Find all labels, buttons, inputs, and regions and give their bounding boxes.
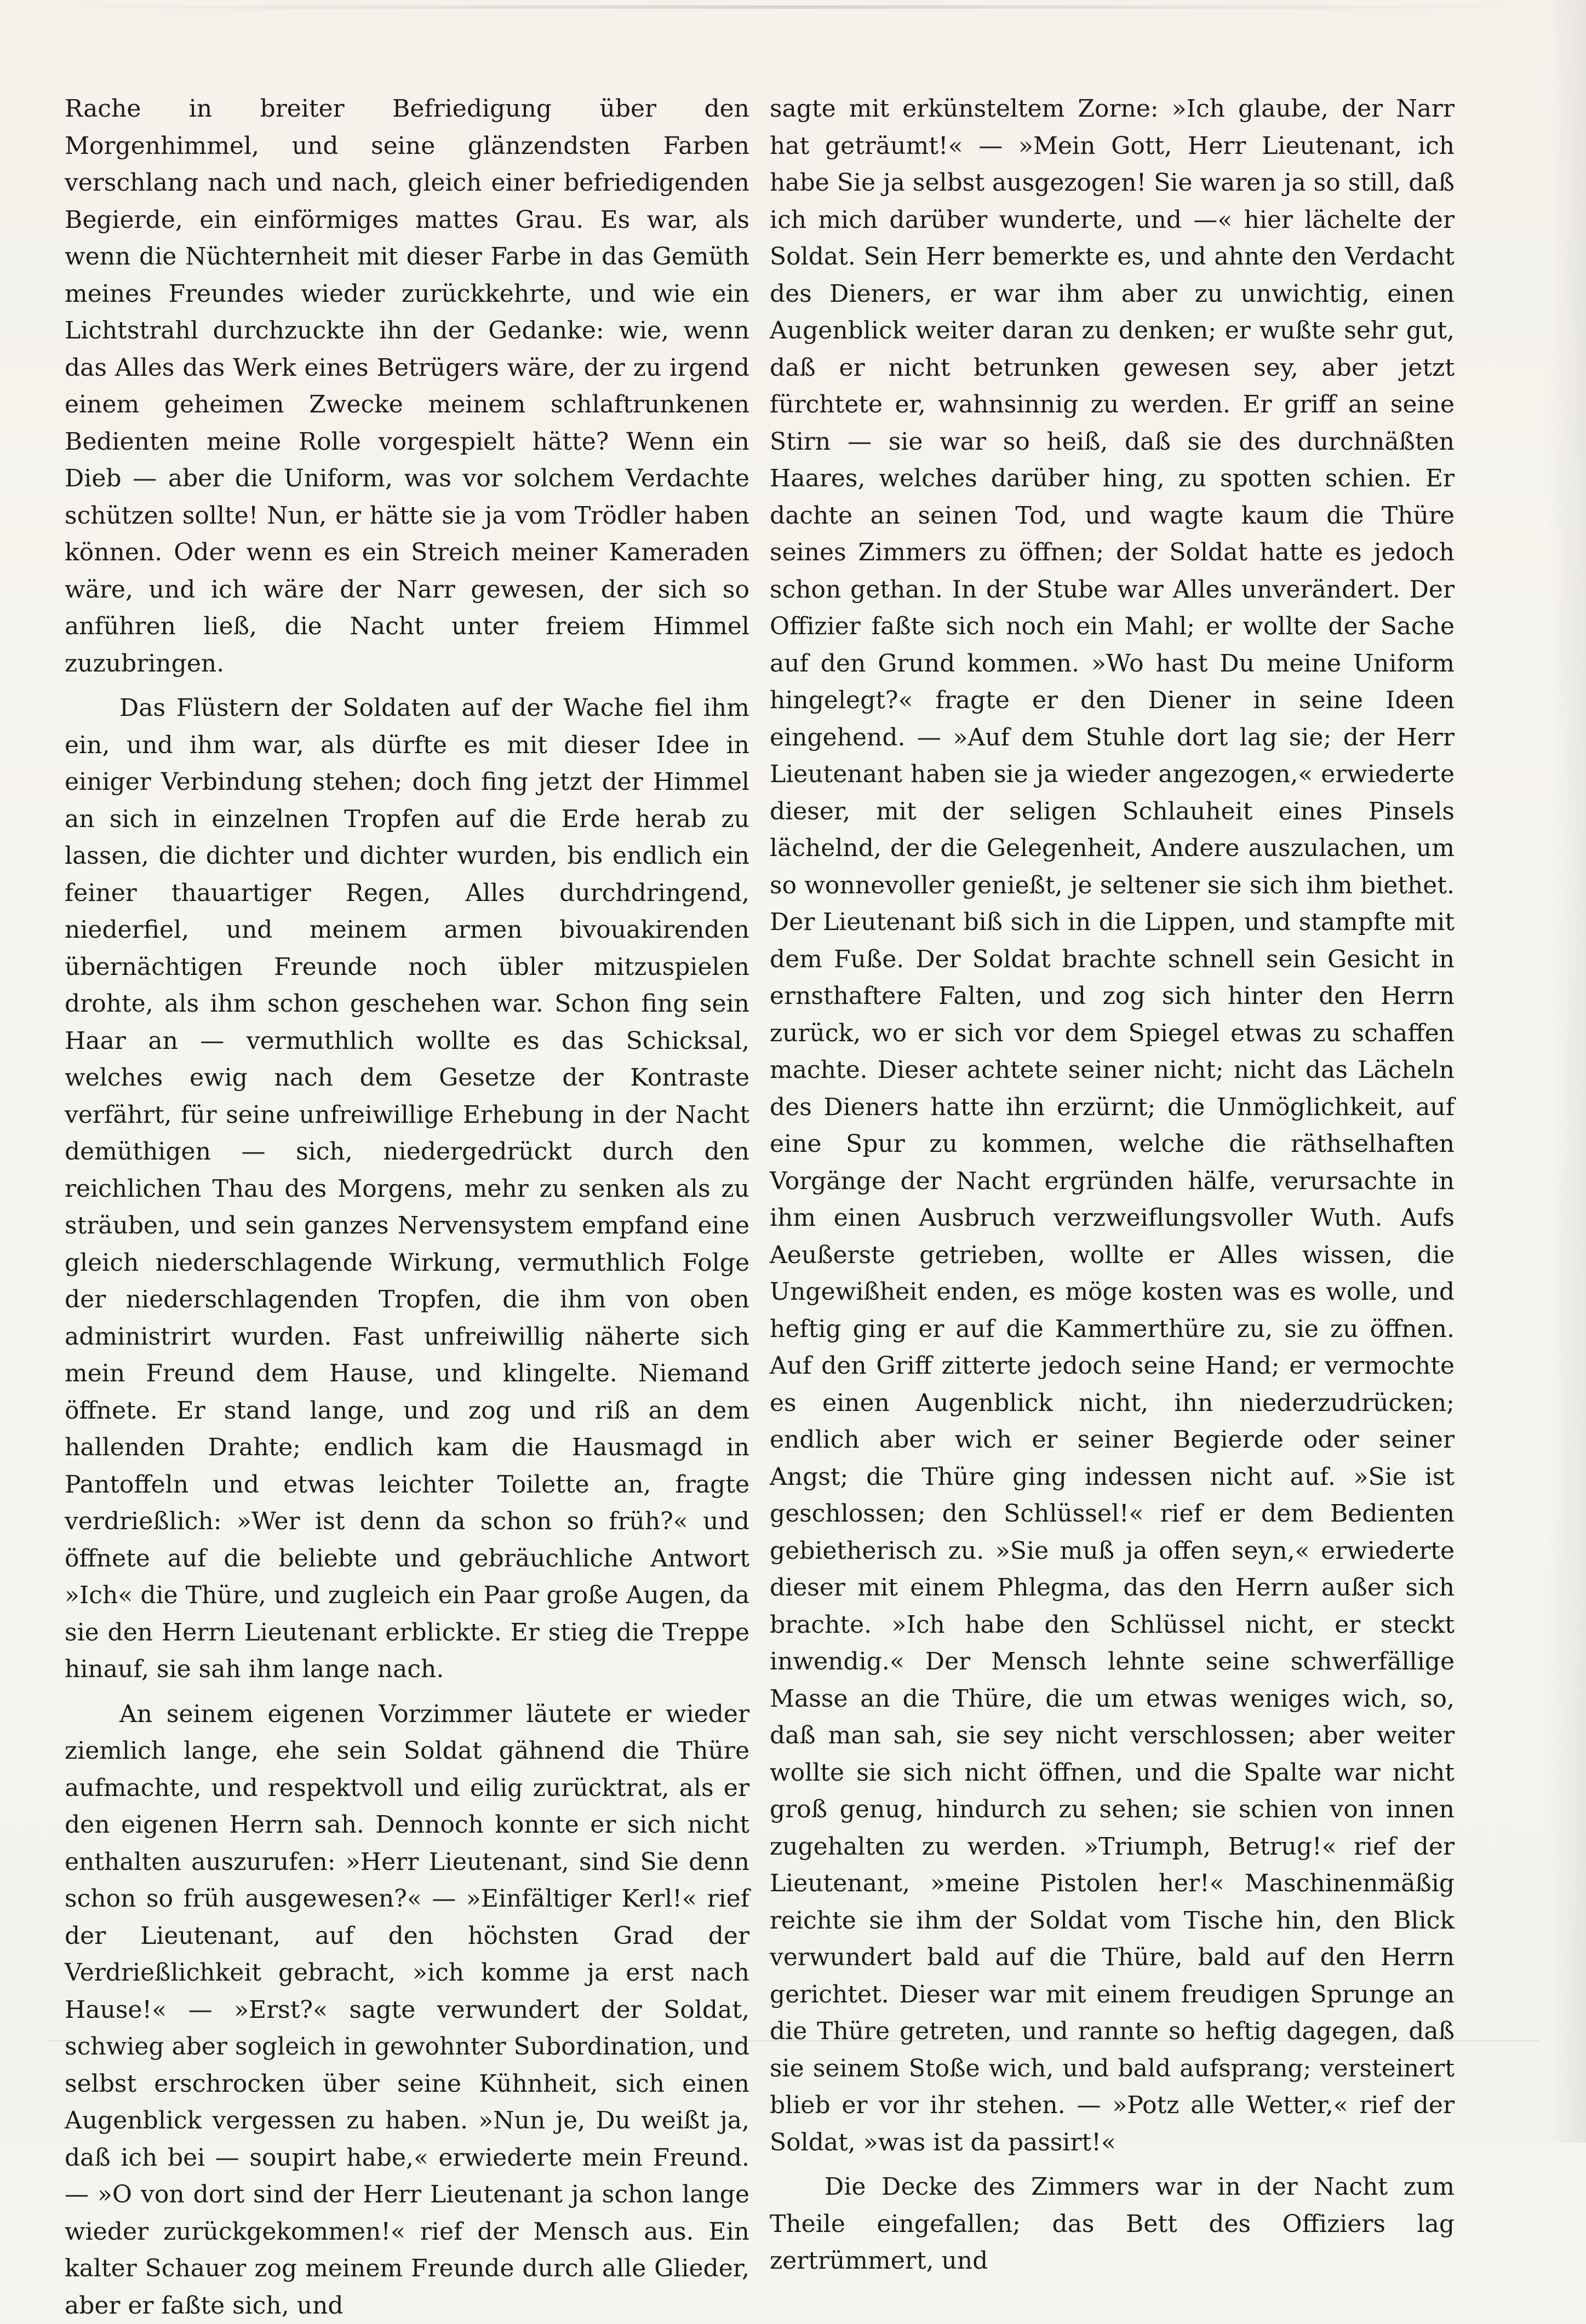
left-paragraph-1: Rache in breiter Befriedigung über den Morgenhimmel, und seine glänzendsten Farben verschlang nach und nach, gleich einer befriedigenden Begierde, ein einförmiges mattes Grau. Es war, als wenn die Nüchternheit mit dieser Farbe in das Gemüth meines Freundes wieder zurückkehrte, und wie ein Lichtstrahl durchzuckte ihn der Gedanke: wie, wenn das Alles das Werk eines Betrügers wäre, der zu irgend einem geheimen Zwecke meinem schlaftrunkenen Bedienten meine Rolle vorgespielt hätte? Wenn ein Dieb — aber die Uniform, was vor solchem Verdachte schützen sollte! Nun, er hätte sie ja vom Trödler haben können. Oder wenn es ein Streich meiner Kameraden wäre, und ich wäre der Narr gewesen, der sich so anführen ließ, die Nacht unter freiem Himmel zuzubringen. [65,90,749,682]
right-paragraph-2: Die Decke des Zimmers war in der Nacht zum Theile eingefallen; das Bett des Offiziers lag zertrümmert, und [770,2168,1455,2280]
page-top-edge [44,5,1545,9]
bottom-bleed-line [49,2040,1539,2041]
left-paragraph-3: An seinem eigenen Vorzimmer läutete er wieder ziemlich lange, ehe sein Soldat gähnend die Thüre aufmachte, und respektvoll und eilig zurücktrat, als er den eigenen Herrn sah. Dennoch konnte er sich nicht enthalten auszurufen: »Herr Lieutenant, sind Sie denn schon so früh ausgewesen?« — »Einfältiger Kerl!« rief der Lieutenant, auf den höchsten Grad der Verdrießlichkeit gebracht, »ich komme ja erst nach Hause!« — »Erst?« sagte verwundert der Soldat, schwieg aber sogleich in gewohnter Subordination, und selbst erschrocken über seine Kühnheit, sich einen Augenblick vergessen zu haben. »Nun je, Du weißt ja, daß ich bei — soupirt habe,« erwiederte mein Freund. — »O von dort sind der Herr Lieutenant ja schon lange wieder zurückgekommen!« rief der Mensch aus. Ein kalter Schauer zog meinem Freunde durch alle Glieder, aber er faßte sich, und [65,1696,749,2324]
right-column [770,90,1455,2280]
right-paragraph-1: sagte mit erkünsteltem Zorne: »Ich glaube, der Narr hat geträumt!« — »Mein Gott, Herr Lieutenant, ich habe Sie ja selbst ausgezogen! Sie waren ja so still, daß ich mich darüber wunderte, und —« hier lächelte der Soldat. Sein Herr bemerkte es, und ahnte den Verdacht des Dieners, er war ihm aber zu unwichtig, einen Augenblick weiter daran zu denken; er wußte sehr gut, daß er nicht betrunken gewesen sey, aber jetzt fürchtete er, wahnsinnig zu werden. Er griff an seine Stirn — sie war so heiß, daß sie des durchnäßten Haares, welches darüber hing, zu spotten schien. Er dachte an seinen Tod, und wagte kaum die Thüre seines Zimmers zu öffnen; der Soldat hatte es jedoch schon gethan. In der Stube war Alles unverändert. Der Offizier faßte sich noch ein Mahl; er wollte der Sache auf den Grund kommen. »Wo hast Du meine Uniform hingelegt?« fragte er den Diener in seine Ideen eingehend. — »Auf dem Stuhle dort lag sie; der Herr Lieutenant haben sie ja wieder angezogen,« erwiederte dieser, mit der seligen Schlauheit eines Pinsels lächelnd, der die Gelegenheit, Andere auszulachen, um so wonnevoller genießt, je seltener sie sich ihm biethet. Der Lieutenant biß sich in die Lippen, und stampfte mit dem Fuße. Der Soldat brachte schnell sein Gesicht in ernsthaftere Falten, und zog sich hinter den Herrn zurück, wo er sich vor dem Spiegel etwas zu schaffen machte. Dieser achtete seiner nicht; nicht das Lächeln des Dieners hatte ihn erzürnt; die Unmöglichkeit, auf eine Spur zu kommen, welche die räthselhaften Vorgänge der Nacht ergründen hälfe, verursachte in ihm einen Ausbruch verzweiflungsvoller Wuth. Aufs Aeußerste getrieben, wollte er Alles wissen, die Ungewißheit enden, es möge kosten was es wolle, und heftig ging er auf die Kammerthüre zu, sie zu öffnen. Auf den Griff zitterte jedoch seine Hand; er vermochte es einen Augenblick nicht, ihn niederzudrücken; endlich aber wich er seiner Begierde oder seiner Angst; die Thüre ging indessen nicht auf. »Sie ist geschlossen; den Schlüssel!« rief er dem Bedienten gebietherisch zu. »Sie muß ja offen seyn,« erwiederte dieser mit einem Phlegma, das den Herrn außer sich brachte. »Ich habe den Schlüssel nicht, er steckt inwendig.« Der Mensch lehnte seine schwerfällige Masse an die Thüre, die um etwas weniges wich, so, daß man sah, sie sey nicht verschlossen; aber weiter wollte sie sich nicht öffnen, und die Spalte war nicht groß genug, hindurch zu sehen; sie schien von innen zugehalten zu werden. »Triumph, Betrug!« rief der Lieutenant, »meine Pistolen her!« Maschinenmäßig reichte sie ihm der Soldat vom Tische hin, den Blick verwundert bald auf die Thüre, bald auf den Herrn gerichtet. Dieser war mit einem freudigen Sprunge an die Thüre getreten, und rannte so heftig dagegen, daß sie seinem Stoße wich, und bald aufsprang; versteinert blieb er vor ihr stehen. — »Potz alle Wetter,« rief der Soldat, »was ist da passirt!« [770,90,1455,2161]
page-right-shadow [1548,0,1586,2143]
left-column [65,90,749,2324]
left-paragraph-2: Das Flüstern der Soldaten auf der Wache fiel ihm ein, und ihm war, als dürfte es mit dieser Idee in einiger Verbindung stehen; doch fing jetzt der Himmel an sich in einzelnen Tropfen auf die Erde herab zu lassen, die dichter und dichter wurden, bis endlich ein feiner thauartiger Regen, Alles durchdringend, niederfiel, und meinem armen bivouakirenden übernächtigen Freunde noch übler mitzuspielen drohte, als ihm schon geschehen war. Schon fing sein Haar an — vermuthlich wollte es das Schicksal, welches ewig nach dem Gesetze der Kontraste verfährt, für seine unfreiwillige Erhebung in der Nacht demüthigen — sich, niedergedrückt durch den reichlichen Thau des Morgens, mehr zu senken als zu sträuben, und sein ganzes Nervensystem empfand eine gleich niederschlagende Wirkung, vermuthlich Folge der niederschlagenden Tropfen, die ihm von oben administrirt wurden. Fast unfreiwillig näherte sich mein Freund dem Hause, und klingelte. Niemand öffnete. Er stand lange, und zog und riß an dem hallenden Drahte; endlich kam die Hausmagd in Pantoffeln und etwas leichter Toilette an, fragte verdrießlich: »Wer ist denn da schon so früh?« und öffnete auf die beliebte und gebräuchliche Antwort »Ich« die Thüre, und zugleich ein Paar große Augen, da sie den Herrn Lieutenant erblickte. Er stieg die Treppe hinauf, sie sah ihm lange nach. [65,690,749,1688]
